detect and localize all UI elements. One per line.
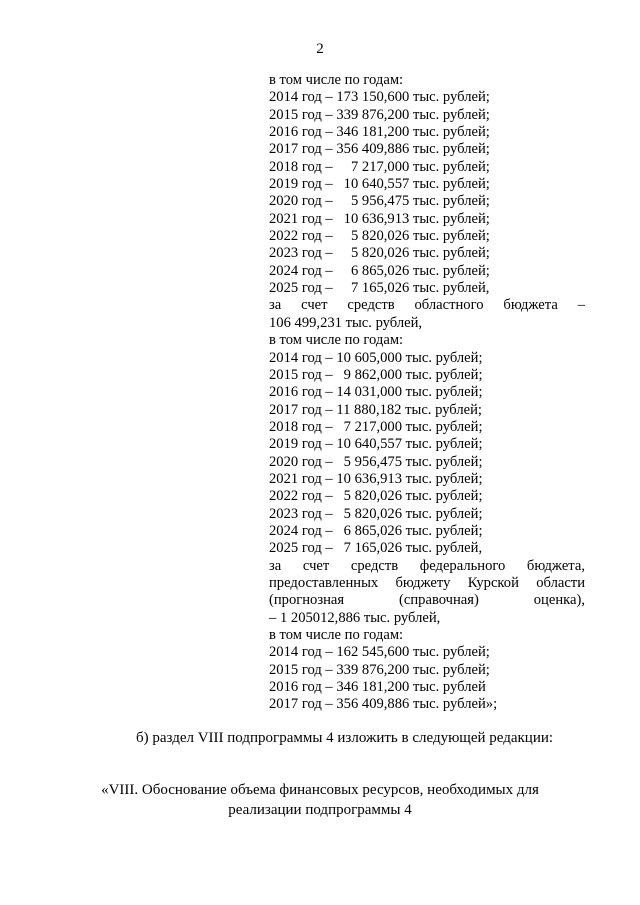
text-line: 2018 год – 7 217,000 тыс. рублей; (269, 158, 490, 175)
text-line: 2020 год – 5 956,475 тыс. рублей; (269, 453, 483, 470)
section-heading-line-2: реализации подпрограммы 4 (228, 802, 412, 818)
text-line: 2018 год – 7 217,000 тыс. рублей; (269, 418, 483, 435)
text-line: в том числе по годам: (269, 332, 404, 349)
text-line: (прогнозная (справочная) оценка), (269, 592, 585, 609)
text-line: 2017 год – 356 409,886 тыс. рублей; (269, 141, 490, 158)
text-line: предоставленных бюджету Курской области (269, 574, 585, 591)
text-line: 2014 год – 173 150,600 тыс. рублей; (269, 89, 490, 106)
text-line: 2015 год – 9 862,000 тыс. рублей; (269, 366, 483, 383)
text-line: 2023 год – 5 820,026 тыс. рублей; (269, 505, 483, 522)
text-line: за счет средств федерального бюджета, (269, 557, 585, 574)
section-heading-line-1: «VIII. Обоснование объема финансовых ресурсов, необходимых для (101, 782, 539, 798)
text-line: 2019 год – 10 640,557 тыс. рублей; (269, 176, 490, 193)
text-line: 2021 год – 10 636,913 тыс. рублей; (269, 210, 490, 227)
text-line: 2014 год – 162 545,600 тыс. рублей; (269, 644, 490, 661)
text-line: 2022 год – 5 820,026 тыс. рублей; (269, 228, 490, 245)
text-line: 2016 год – 346 181,200 тыс. рублей (269, 679, 486, 696)
text-line: 2020 год – 5 956,475 тыс. рублей; (269, 193, 490, 210)
paragraph-b: б) раздел VIII подпрограммы 4 изложить в следующей редакции: (136, 730, 554, 746)
text-line: 2025 год – 7 165,026 тыс. рублей, (269, 280, 490, 297)
text-line: 2017 год – 356 409,886 тыс. рублей»; (269, 696, 498, 713)
text-line: 2016 год – 14 031,000 тыс. рублей; (269, 384, 483, 401)
text-line: 2019 год – 10 640,557 тыс. рублей; (269, 436, 483, 453)
text-line: 2024 год – 6 865,026 тыс. рублей; (269, 522, 483, 539)
section-heading (0, 780, 640, 820)
text-line: 2023 год – 5 820,026 тыс. рублей; (269, 245, 490, 262)
text-line: 2015 год – 339 876,200 тыс. рублей; (269, 661, 490, 678)
text-line: в том числе по годам: (269, 627, 404, 643)
text-line: за счет средств областного бюджета – (269, 297, 585, 314)
text-line: – 1 205012,886 тыс. рублей, (269, 609, 441, 626)
text-line: 2024 год – 6 865,026 тыс. рублей; (269, 262, 490, 279)
text-line: 2015 год – 339 876,200 тыс. рублей; (269, 106, 490, 123)
text-line: 106 499,231 тыс. рублей, (269, 314, 423, 331)
text-line: 2022 год – 5 820,026 тыс. рублей; (269, 488, 483, 505)
text-line: 2014 год – 10 605,000 тыс. рублей; (269, 349, 483, 366)
funding-text-block (269, 72, 585, 714)
text-line: в том числе по годам: (269, 72, 404, 88)
text-line: 2017 год – 11 880,182 тыс. рублей; (269, 401, 482, 418)
page-number: 2 (316, 41, 324, 57)
text-line: 2016 год – 346 181,200 тыс. рублей; (269, 124, 490, 141)
text-line: 2025 год – 7 165,026 тыс. рублей, (269, 540, 483, 557)
text-line: 2021 год – 10 636,913 тыс. рублей; (269, 470, 483, 487)
